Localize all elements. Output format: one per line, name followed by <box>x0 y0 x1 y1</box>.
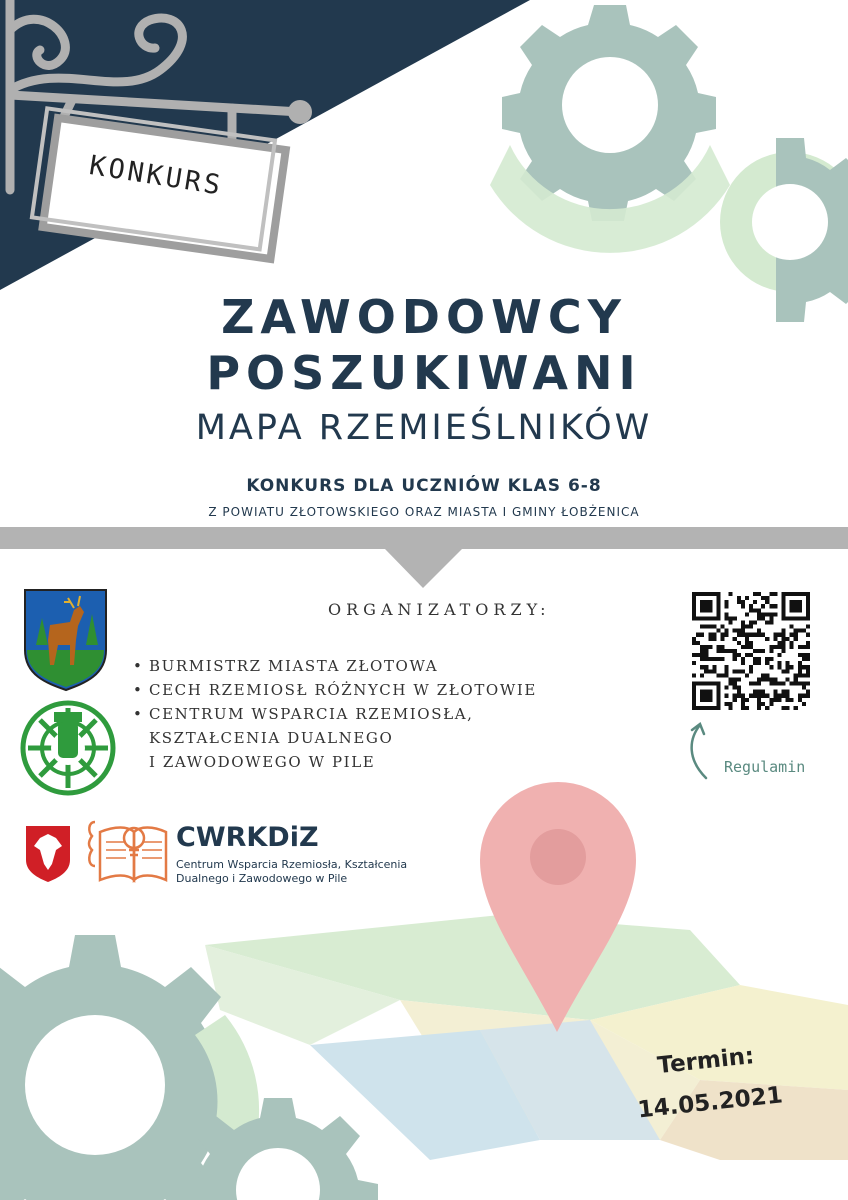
curved-arrow-icon <box>692 724 706 778</box>
organizer-name: CECH RZEMIOSŁ RÓŻNYCH W ZŁOTOWIE <box>149 681 537 699</box>
list-item-continuation <box>133 750 537 774</box>
bullet: • <box>133 681 144 699</box>
bullet: • <box>133 705 144 723</box>
organizer-name: I ZAWODOWEGO W PILE <box>149 753 376 771</box>
gear-icon <box>490 5 730 253</box>
subtitle-line-1: KONKURS DLA UCZNIÓW KLAS 6-8 <box>246 476 602 496</box>
subtitle-line-2: Z POWIATU ZŁOTOWSKIEGO ORAZ MIASTA I GMINY ŁOBŻENICA <box>208 505 640 519</box>
list-item <box>133 678 537 702</box>
eagle-coat-of-arms-icon <box>26 826 70 882</box>
deadline-label: Termin: <box>656 1043 756 1080</box>
list-item <box>133 702 537 726</box>
title-line-1: ZAWODOWCY <box>221 290 627 344</box>
title-line-3: MAPA RZEMIEŚLNIKÓW <box>195 408 653 448</box>
cwrkdiz-line-2: Dualnego i Zawodowego w Pile <box>176 872 348 885</box>
organizers-heading: ORGANIZATORZY: <box>328 600 551 619</box>
list-item <box>133 654 537 678</box>
list-item-continuation <box>133 726 537 750</box>
deadline <box>624 1032 792 1132</box>
organizers-list <box>133 654 537 774</box>
regulamin-link[interactable]: Regulamin <box>724 758 806 776</box>
cwrkdiz-full-name <box>176 858 416 886</box>
qr-code-icon[interactable] <box>692 592 810 710</box>
cwrkdiz-name: CWRKDiZ <box>176 822 319 853</box>
organizer-name: CENTRUM WSPARCIA RZEMIOSŁA, <box>149 705 474 723</box>
organizer-name: BURMISTRZ MIASTA ZŁOTOWA <box>149 657 439 675</box>
bullet: • <box>133 657 144 675</box>
sign-label: KONKURS <box>87 150 226 202</box>
divider-arrow <box>385 549 462 588</box>
title-line-2: POSZUKIWANI <box>206 346 642 400</box>
rzemioslo-logo-icon <box>23 703 113 793</box>
deadline-date: 14.05.2021 <box>636 1082 784 1124</box>
cwrkdiz-line-1: Centrum Wsparcia Rzemiosła, Kształcenia <box>176 858 408 871</box>
bulb-book-logo-icon <box>89 822 166 880</box>
divider-band <box>0 527 848 549</box>
organizer-name: KSZTAŁCENIA DUALNEGO <box>149 729 394 747</box>
deer-coat-of-arms-icon <box>25 590 106 690</box>
